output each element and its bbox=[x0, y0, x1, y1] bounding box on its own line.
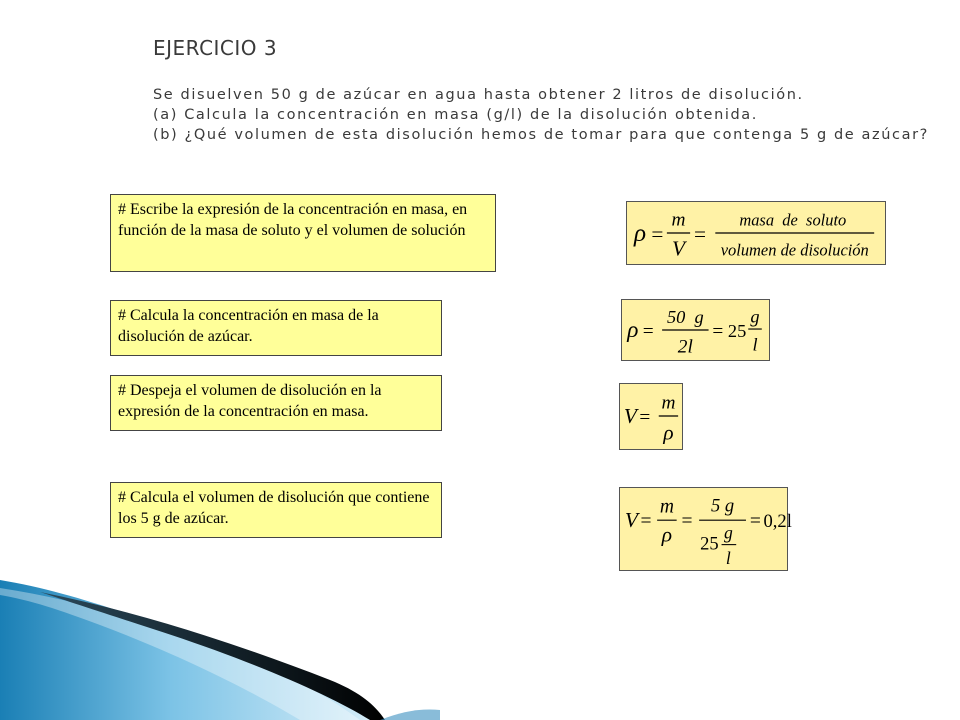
formula-1-num-2: masa de soluto bbox=[739, 210, 847, 230]
problem-statement bbox=[153, 85, 943, 145]
problem-line-1: Se disuelven 50 g de azúcar en agua hasta obtener 2 litros de disolución. bbox=[153, 87, 804, 103]
problem-line-a: (a) Calcula la concentración en masa (g/l) de la disolución obtenida. bbox=[153, 107, 758, 123]
problem-line-b: (b) ¿Qué volumen de esta disolución hemos de tomar para que contenga 5 g de azúcar? bbox=[153, 127, 929, 143]
formula-4-den-1: ρ bbox=[661, 522, 673, 547]
formula-2-unit-num: g bbox=[750, 306, 760, 327]
step-box-3: # Despeja el volumen de disolución en la expresión de la concentración en masa. bbox=[110, 375, 442, 431]
formula-1-eq-2: = bbox=[694, 221, 707, 246]
formula-4-result: 0,2l bbox=[763, 511, 792, 533]
formula-concentration-definition bbox=[626, 201, 886, 265]
formula-2-eq-2: = bbox=[712, 320, 724, 342]
step-box-4: # Calcula el volumen de disolución que contiene los 5 g de azúcar. bbox=[110, 482, 442, 538]
formula-2-result: 25 bbox=[727, 320, 747, 341]
formula-concentration-calculation bbox=[621, 299, 770, 361]
step-box-1: # Escribe la expresión de la concentración en masa, en función de la masa de soluto y el volumen de solución bbox=[110, 194, 496, 272]
formula-2-lhs: ρ bbox=[627, 316, 639, 343]
formula-4-num-1: m bbox=[659, 496, 674, 518]
exercise-title: EJERCICIO 3 bbox=[153, 36, 278, 60]
formula-4-eq-3: = bbox=[749, 511, 761, 533]
formula-1-eq-1: = bbox=[651, 221, 664, 246]
formula-volume-isolation bbox=[619, 383, 683, 450]
formula-3-lhs: V bbox=[623, 403, 637, 428]
formula-4-num-2: 5 g bbox=[710, 495, 735, 517]
formula-3-num: m bbox=[661, 392, 676, 414]
formula-3-den: ρ bbox=[663, 420, 674, 445]
formula-4-eq-1: = bbox=[640, 511, 652, 533]
decorative-swoosh bbox=[0, 560, 960, 720]
formula-2-unit-den: l bbox=[752, 334, 758, 355]
formula-3-eq: = bbox=[639, 406, 651, 428]
formula-2-eq-1: = bbox=[642, 320, 654, 342]
formula-volume-calculation bbox=[619, 487, 792, 571]
formula-1-den-1: V bbox=[671, 236, 686, 261]
formula-4-den-unit-den: l bbox=[725, 548, 731, 569]
formula-2-num-1: 50 g bbox=[666, 307, 704, 328]
formula-4-lhs: V bbox=[624, 508, 639, 533]
formula-4-eq-2: = bbox=[681, 511, 693, 533]
formula-4-den-unit-num: g bbox=[724, 522, 733, 543]
formula-1-lhs: ρ bbox=[633, 219, 647, 247]
formula-2-den-1: 2l bbox=[677, 336, 693, 358]
formula-4-den-coef: 25 bbox=[700, 533, 719, 555]
formula-1-den-2: volumen de disolución bbox=[720, 240, 869, 260]
formula-1-num-1: m bbox=[671, 209, 686, 231]
step-box-2: # Calcula la concentración en masa de la disolución de azúcar. bbox=[110, 300, 442, 356]
